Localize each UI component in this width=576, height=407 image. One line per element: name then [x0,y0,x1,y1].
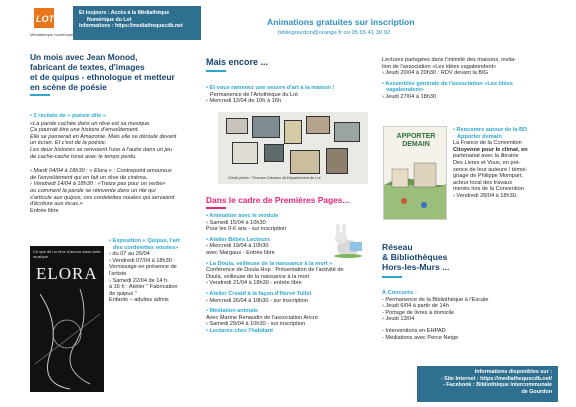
lot-logo [30,6,72,40]
col1-text [30,113,202,214]
other-line: - Médiations avec Perce Neige [382,334,459,341]
pink-underline [206,207,226,209]
doula-line: Doula, veilleuse de la naissance à la mort [206,273,310,280]
book-cover-image [383,126,447,220]
network-heading-line: & Bibliothèques [382,252,448,262]
intro-line: tion de l'association «Les idées vagabondent» [382,63,497,70]
frame [232,142,258,164]
frame [252,116,280,138]
info-title: Informations disponibles sur : [474,369,552,375]
rabbit-illustration [328,224,368,258]
frame [290,150,320,174]
art-block [206,85,376,105]
module-line: › Samedi 15/04 à 10h30 [206,219,266,226]
frame [284,120,302,144]
module-title: • Animation avec le module [206,213,279,219]
quote-line: de cache-cache torsé avec le temps perdu. [30,153,137,160]
intro-line: › Jeudi 20/04 à 20h30 : RDV devant la BIG [382,70,489,77]
network-heading-line: Hors-les-Murs ... [382,262,450,272]
baby-line: › Mercredi 19/04 à 10h30 [206,243,269,250]
meeting-line: Des Livres et Vous, en pré- [453,159,521,166]
concores-line: › Jeudi 13/04 [382,316,415,323]
meeting-line: partenariat avec la librairie [453,153,519,160]
frame [306,116,330,134]
tullet-title: • Atelier Créatif à la façon d'Hervé Tullet [206,290,312,297]
art-line: Permanence de l'Artothèque du Lot [210,91,298,98]
meeting-line: › Vendredi 28/04 à 18h30. [453,192,518,199]
assembly-title: • Assemblée générale de l'association «Les Idées [382,80,513,87]
event-line: s'articule aux quipus, ces cordelettes nouées qui servaient [30,194,175,201]
baby-line: avec Margaux - Entrée libre [206,249,275,256]
heading-line: fabricant de textes, d'images [30,62,145,72]
concores-line: › Jeudi 6/04 à partir de 14h [382,303,449,310]
photo-credit: Crédit photo : Thomas Cataneo dil-Département du Lot [228,176,321,180]
heading-underline [30,94,50,96]
concores-title: À Concorès : [382,290,417,296]
mediation-line: › Samedi 29/04 à 10h30 - sur inscription [206,321,306,328]
meeting-line: acteur local des travaux [453,179,513,186]
event-line: › Vendredi 14/04 à 18h30 : «Treize pas pour un verbe» [30,181,166,188]
expo-line: l'artiste [109,270,127,277]
network-heading [382,242,552,272]
quote-line: «La parole cachée dans un rêve est sa musique. [30,120,151,127]
doula-line: Conférence de Doula Hop : Présentation de l'activité de [206,267,344,274]
lectures-title: • Lectures chez l'habitant [206,327,274,334]
art-line: › Mercredi 12/04 de 10h à 16h [206,98,281,105]
meeting-line: Citoyenne pour le climat, en [453,146,528,153]
logo-text: LOT [36,14,54,24]
tullet-line: › Mercredi 26/04 à 10h30 - sur inscription [206,297,308,304]
other-line: - Interventions en EHPAD [382,327,446,334]
heading-line: en scène de poésie [30,82,107,92]
free-entry: Entrée libre [30,207,59,214]
frame [326,148,348,174]
concores-line: - Portage de livres à domicile [382,309,455,316]
expo-line: Vernissage en présence de [109,264,177,271]
artotheque-photo [218,112,368,184]
logo-subtitle: Médiathèque numérique [30,32,74,37]
meeting-title: Apporter demain [457,133,502,140]
frame [226,118,248,134]
event-line: ou comment la parole se réinvente dans un rite qui [30,187,156,194]
module-line: Pour les 0-6 ans - sur inscription [206,226,287,233]
info-box [417,366,558,402]
quote-line: Elle se passerait en Amazonie. Mais elle se déroule devant [30,133,177,140]
network-list [382,290,552,341]
art-title: • Et vous ramenez une oeuvre d'art à la maison ! [206,85,335,91]
page-title: Animations gratuites sur inscription [267,17,415,27]
info-facebook[interactable]: - Facebook : Bibliothèque Intercommunale [442,382,552,389]
intro-line: Lectures partagées dans l'intimité des maisons, invita- [382,57,517,63]
baby-title: • Atelier Bébés Lecteurs [206,236,270,243]
heading-line: Un mois avec Jean Monod, [30,52,138,62]
doula-title: • La Doula, veilleuse de la naissance à la mort » [206,260,333,267]
concores-line: - Permanence de la Bibliothèque à l'Escale [382,296,489,303]
col1-heading [30,52,202,92]
doula-line: › Vendredi 21/04 à 18h30 - entrée libre [206,280,302,287]
quote-line: Ça pourrait être une histoire d'envoûtement. [30,127,139,134]
expo-line: › du 07 au 26/04 [109,251,150,258]
recitals-title: • 2 récitals de « poésie dite » [30,113,106,119]
expo-line: › Vendredi 07/04 à 18h30 : [109,257,175,264]
col2-heading-underline [206,70,226,72]
poster-title: ELORA [36,264,98,283]
event-line: de l'envoûtement qui en fait un rêve de cinéma. [30,174,148,181]
expo-title-line: • Exposition « Quipus, l'art [109,238,180,244]
meeting-line: sence de leur auteure / témoi- [453,166,528,173]
network-heading-line: Réseau [382,242,413,252]
mediation-title: • Médiation animale [206,308,259,315]
col3-top [382,57,552,101]
banner-line-3: informations : https://mediathequecdb.net [79,23,183,29]
col2-heading: Mais encore ... [206,57,269,67]
expo-line: Enfants – adultes admis [109,297,169,304]
poster-caption: Ce que dit un rêve d'amour dans cette musique [33,249,101,259]
expo-line: à 16 h : Atelier " Fabrication [109,284,178,291]
elora-poster-image [30,246,104,392]
mediation-line: Avec Marine Renaudin de l'association Ancre [206,314,318,321]
expo-line: de quipus " [109,290,137,297]
contact-line: bibliogourdon@orange.fr ou 05 65 41 30 92 [278,30,391,36]
frame [264,144,284,162]
digital-library-banner [73,6,201,40]
book-illustration [384,155,447,220]
assembly-line: › Jeudi 27/04 à 18h30 [382,93,437,100]
event-line: › Mardi 04/04 à 18h30 : « Elora » : Contrepoint amoureux [30,168,172,175]
meeting-line: gnage de Philippe Mompart, [453,173,523,180]
frame [334,122,360,142]
meeting-line: menés lors de la Convention [453,186,524,193]
heading-line: et de quipus - ethnologue et metteur [30,72,175,82]
meeting-line: La France de la Convention [453,140,522,147]
event-line: d'écriture aux incas.» [30,201,83,208]
expo-block [109,238,204,304]
meeting-title: • Rencontre autour de la BD [453,127,528,133]
book-title: APPORTER DEMAIN [396,133,436,148]
banner-line-1: Et toujours : Accès à la Médiathèque [79,10,170,16]
assembly-title: vagabondent» [386,87,424,94]
banner-line-2: Numérique du Lot [87,16,132,23]
expo-title-line: des cordelettes nouées» [113,244,179,251]
quote-line: un écran. Et c'est de la poésie. [30,140,107,147]
poster-illustration [30,284,104,392]
meeting-block [453,127,553,200]
network-underline [382,276,402,278]
first-pages-heading: Dans le cadre de Premières Pages... [206,195,350,205]
quote-line: Les deux histoires se renvoient l'une à l'autre dans un jeu [30,146,173,153]
info-website[interactable]: - Site Internet : https://mediathequecdb.net/ [440,375,552,382]
expo-line: › Samedi 22/04 de 14 h. [109,277,169,284]
info-facebook-line2: de Gourdon [521,388,552,395]
